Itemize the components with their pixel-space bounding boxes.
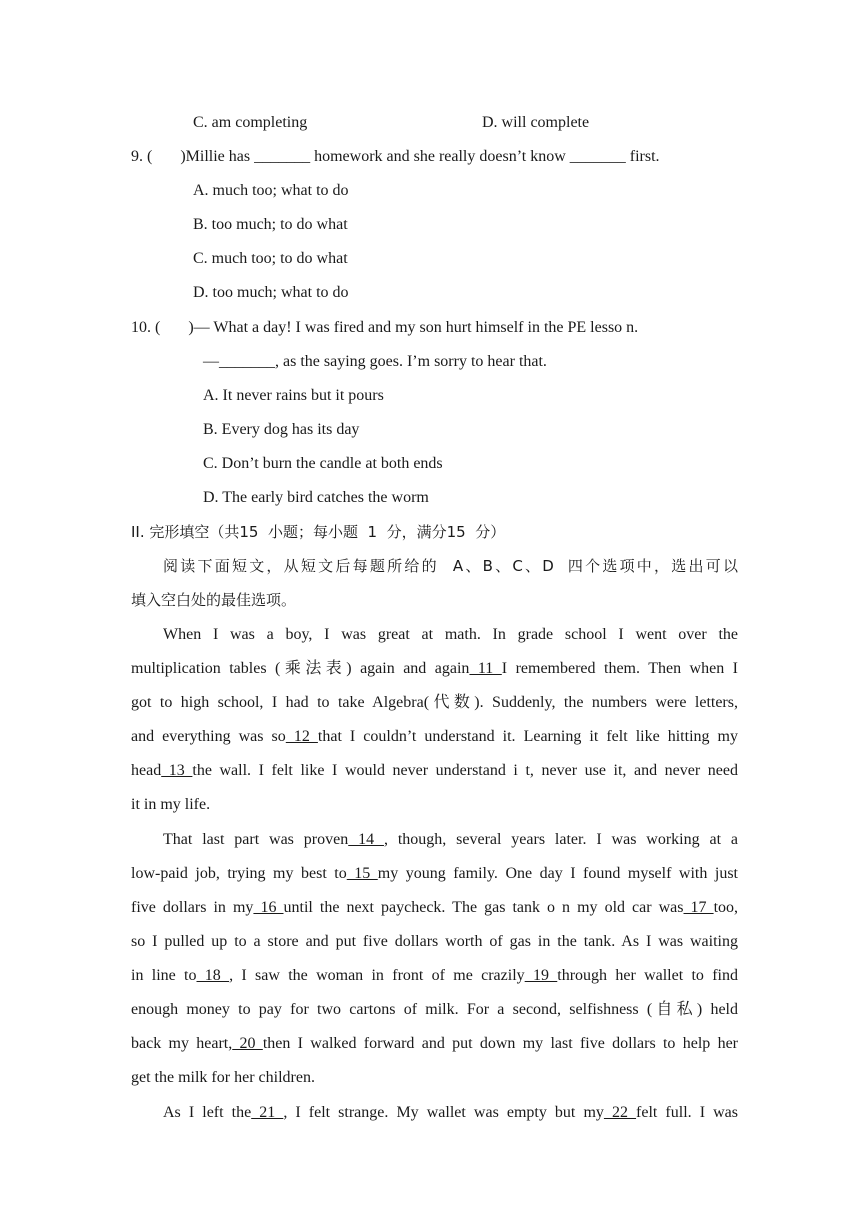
passage-text: through her wallet to find — [557, 967, 738, 984]
q9-option-b: B. too much; to do what — [193, 216, 348, 233]
blank-11: 11 — [469, 660, 502, 677]
passage-p3-line-1 — [163, 1103, 738, 1123]
passage-p2-line-4: so I pulled up to a store and put five dollars worth of gas in the tank. As I was waiting — [131, 933, 738, 950]
blank-13: 13 — [161, 762, 193, 779]
passage-text: felt full. I was — [636, 1104, 738, 1121]
blank-14: 14 — [348, 831, 384, 848]
blank-18: 18 — [196, 967, 230, 984]
passage-text: then I walked forward and put down my last five dollars to help her — [262, 1035, 738, 1052]
passage-text: That last part was proven — [163, 831, 349, 848]
passage-p1-line-6: it in my life. — [131, 796, 211, 813]
q9-option-a: A. much too; what to do — [193, 182, 349, 199]
passage-p1-line-5 — [131, 761, 738, 781]
passage-p2-line-6: enough money to pay for two cartons of milk. For a second, selfishness (自私) held — [131, 1001, 738, 1018]
passage-text: the wall. I felt like I would never understand i t, never use it, and never need — [192, 762, 738, 779]
passage-text: that I couldn’t understand it. Learning it felt like hitting my — [317, 728, 738, 745]
passage-text: low-paid job, trying my best to — [131, 865, 347, 882]
passage-text: too, — [713, 899, 738, 916]
passage-p2-line-1 — [163, 830, 738, 850]
blank-22: 22 — [603, 1104, 637, 1121]
blank-16: 16 — [253, 899, 284, 916]
blank-12: 12 — [285, 728, 318, 745]
q8-option-c: C. am completing — [193, 114, 308, 131]
passage-text: head — [131, 762, 162, 779]
q9-option-c: C. much too; to do what — [193, 250, 348, 267]
passage-text: until the next paycheck. The gas tank o n my old car was — [283, 899, 684, 916]
passage-p1-line-3: got to high school, I had to take Algebra(代数). Suddenly, the numbers were letters, — [131, 694, 738, 711]
passage-text: , I saw the woman in front of me crazily — [229, 967, 525, 984]
q9-stem: 9. ( )Millie has _______ homework and she really doesn’t know _______ first. — [131, 148, 660, 165]
q10-option-b: B. Every dog has its day — [203, 421, 360, 438]
passage-p2-line-3 — [131, 898, 738, 918]
section-instruction-line-1: 阅读下面短文，从短文后每题所给的 A、B、C、D 四个选项中，选出可以 — [163, 557, 738, 575]
passage-text: , I felt strange. My wallet was empty but my — [283, 1104, 604, 1121]
q8-option-d: D. will complete — [482, 114, 590, 131]
passage-text: five dollars in my — [131, 899, 254, 916]
passage-text: back my heart, — [131, 1035, 233, 1052]
passage-text: As I left the — [163, 1104, 252, 1121]
passage-p2-line-2 — [131, 864, 738, 884]
q10-option-c: C. Don’t burn the candle at both ends — [203, 455, 443, 472]
blank-21: 21 — [251, 1104, 284, 1121]
blank-17: 17 — [683, 899, 714, 916]
passage-p1-line-1: When I was a boy, I was great at math. In grade school I went over the — [163, 626, 738, 643]
blank-19: 19 — [524, 967, 558, 984]
passage-p2-line-7 — [131, 1034, 738, 1054]
section-heading: II. 完形填空（共15 小题；每小题 1 分，满分15 分） — [131, 523, 506, 541]
passage-text: multiplication tables (乘法表) again and again — [131, 660, 470, 677]
blank-20: 20 — [232, 1035, 263, 1052]
blank-15: 15 — [346, 865, 378, 882]
section-instruction-line-2: 填入空白处的最佳选项。 — [131, 591, 297, 609]
passage-p2-line-5 — [131, 966, 738, 986]
passage-text: in line to — [131, 967, 197, 984]
q10-stem: 10. ( )— What a day! I was fired and my son hurt himself in the PE lesso n. — [131, 319, 639, 336]
passage-text: , though, several years later. I was working at a — [383, 831, 738, 848]
q10-response: —_______, as the saying goes. I’m sorry to hear that. — [203, 353, 547, 370]
passage-p1-line-2 — [131, 659, 738, 679]
passage-text: my young family. One day I found myself with just — [377, 865, 738, 882]
passage-p2-line-8: get the milk for her children. — [131, 1069, 315, 1086]
passage-text: I remembered them. Then when I — [501, 660, 738, 677]
passage-p1-line-4 — [131, 727, 738, 747]
q10-option-d: D. The early bird catches the worm — [203, 489, 429, 506]
passage-text: and everything was so — [131, 728, 286, 745]
q10-option-a: A. It never rains but it pours — [203, 387, 384, 404]
q9-option-d: D. too much; what to do — [193, 284, 349, 301]
